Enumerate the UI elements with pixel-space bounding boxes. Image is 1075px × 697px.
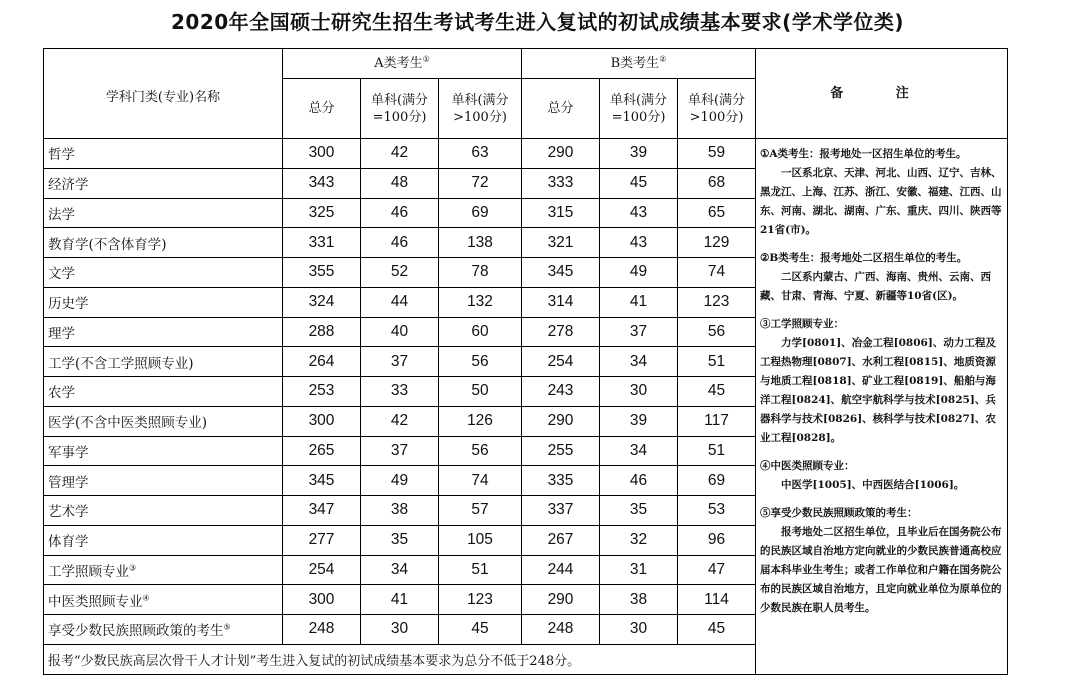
b-score-cell: 315 [522,198,600,228]
note-line: ⑤享受少数民族照顾政策的考生： [760,507,918,519]
b-score-cell: 69 [678,466,756,496]
b-score-cell: 335 [522,466,600,496]
a-score-cell: 37 [361,436,439,466]
b-score-cell: 59 [678,139,756,169]
a-score-cell: 56 [439,347,522,377]
a-score-cell: 44 [361,287,439,317]
note-line: ④中医类照顾专业： [760,460,855,472]
category-cell: 享受少数民族照顾政策的考生⑤ [44,615,283,645]
notes-header: 备 注 [756,49,1008,139]
a-score-cell: 38 [361,496,439,526]
note-line: ②B类考生：报考地处二区招生单位的考生。 [760,252,968,264]
b-score-cell: 31 [600,555,678,585]
a-score-cell: 264 [283,347,361,377]
category-cell: 军事学 [44,436,283,466]
a-score-cell: 46 [361,228,439,258]
b-score-cell: 96 [678,525,756,555]
b-score-cell: 39 [600,139,678,169]
a-score-cell: 324 [283,287,361,317]
a-score-cell: 72 [439,168,522,198]
a-score-cell: 51 [439,555,522,585]
b-score-cell: 34 [600,347,678,377]
a-score-cell: 41 [361,585,439,615]
table-row [44,139,1008,169]
a-total-header: 总分 [283,79,361,139]
b-score-cell: 51 [678,436,756,466]
a-score-cell: 48 [361,168,439,198]
a-score-cell: 331 [283,228,361,258]
note-line: 中医学[1005]、中西医结合[1006]。 [781,479,965,491]
a-score-cell: 288 [283,317,361,347]
note-line: 报考地处二区招生单位，且毕业后在国务院公布的民族区域自治地方定向就业的少数民族普通高校应届本科毕业生考生；或者工作单位和户籍在国务院公布的民族区域自治地方，且定向就业单位为原单位的少数民族在职人员考生。 [760,526,1002,614]
a-score-cell: 138 [439,228,522,258]
a-score-cell: 37 [361,347,439,377]
note-block [760,315,1003,448]
category-cell: 教育学(不含体育学) [44,228,283,258]
category-cell: 体育学 [44,525,283,555]
b-score-cell: 49 [600,258,678,288]
b-score-cell: 30 [600,377,678,407]
b-score-cell: 321 [522,228,600,258]
a-score-cell: 60 [439,317,522,347]
category-cell: 历史学 [44,287,283,317]
b-score-cell: 51 [678,347,756,377]
footer-note: 报考“少数民族高层次骨干人才计划”考生进入复试的初试成绩基本要求为总分不低于248分。 [44,644,756,674]
a-score-cell: 253 [283,377,361,407]
b-score-cell: 45 [600,168,678,198]
note-block [760,504,1003,618]
b-score-cell: 267 [522,525,600,555]
b-score-cell: 35 [600,496,678,526]
a-score-cell: 63 [439,139,522,169]
b-score-cell: 290 [522,406,600,436]
b-score-cell: 114 [678,585,756,615]
a-score-cell: 300 [283,139,361,169]
a-score-cell: 345 [283,466,361,496]
category-header: 学科门类(专业)名称 [44,49,283,139]
a-score-cell: 300 [283,585,361,615]
b-score-cell: 254 [522,347,600,377]
a-score-cell: 355 [283,258,361,288]
note-line: ①A类考生：报考地处一区招生单位的考生。 [760,148,967,160]
category-cell: 艺术学 [44,496,283,526]
category-cell: 医学(不含中医类照顾专业) [44,406,283,436]
category-cell: 经济学 [44,168,283,198]
b-score-cell: 337 [522,496,600,526]
notes-cell [756,139,1008,675]
a-singlegt100-header: 单科(满分 >100分) [439,79,522,139]
a-score-cell: 35 [361,525,439,555]
b-score-cell: 290 [522,139,600,169]
group-b-header: B类考生② [522,49,756,79]
b-singlegt100-header: 单科(满分 >100分) [678,79,756,139]
a-score-cell: 343 [283,168,361,198]
note-block [760,145,1003,240]
b-score-cell: 39 [600,406,678,436]
a-score-cell: 33 [361,377,439,407]
category-cell: 理学 [44,317,283,347]
note-block [760,249,1003,306]
b-score-cell: 43 [600,198,678,228]
b-score-cell: 65 [678,198,756,228]
b-score-cell: 45 [678,377,756,407]
category-cell: 文学 [44,258,283,288]
b-score-cell: 38 [600,585,678,615]
a-score-cell: 132 [439,287,522,317]
category-cell: 农学 [44,377,283,407]
a-score-cell: 42 [361,406,439,436]
b-score-cell: 243 [522,377,600,407]
b-score-cell: 43 [600,228,678,258]
a-score-cell: 50 [439,377,522,407]
b-score-cell: 47 [678,555,756,585]
a-score-cell: 248 [283,615,361,645]
a-score-cell: 74 [439,466,522,496]
b-score-cell: 117 [678,406,756,436]
b-score-cell: 45 [678,615,756,645]
a-single100-header: 单科(满分 =100分) [361,79,439,139]
b-score-cell: 30 [600,615,678,645]
category-cell: 哲学 [44,139,283,169]
a-score-cell: 277 [283,525,361,555]
category-cell: 工学(不含工学照顾专业) [44,347,283,377]
note-line: 一区系北京、天津、河北、山西、辽宁、吉林、黑龙江、上海、江苏、浙江、安徽、福建、江西、山东、河南、湖北、湖南、广东、重庆、四川、陕西等21省(市)。 [760,167,1002,236]
b-score-cell: 32 [600,525,678,555]
note-block [760,457,1003,495]
a-score-cell: 265 [283,436,361,466]
category-cell: 中医类照顾专业④ [44,585,283,615]
b-score-cell: 41 [600,287,678,317]
b-score-cell: 345 [522,258,600,288]
b-score-cell: 255 [522,436,600,466]
b-score-cell: 248 [522,615,600,645]
a-score-cell: 46 [361,198,439,228]
a-score-cell: 254 [283,555,361,585]
a-score-cell: 42 [361,139,439,169]
page-title: 2020年全国硕士研究生招生考试考生进入复试的初试成绩基本要求(学术学位类) [171,10,904,34]
a-score-cell: 347 [283,496,361,526]
category-cell: 法学 [44,198,283,228]
group-a-header: A类考生① [283,49,522,79]
a-score-cell: 49 [361,466,439,496]
b-score-cell: 290 [522,585,600,615]
b-score-cell: 37 [600,317,678,347]
b-score-cell: 74 [678,258,756,288]
b-single100-header: 单科(满分 =100分) [600,79,678,139]
a-score-cell: 78 [439,258,522,288]
score-table [43,48,1008,675]
a-score-cell: 325 [283,198,361,228]
b-score-cell: 333 [522,168,600,198]
a-score-cell: 126 [439,406,522,436]
b-score-cell: 278 [522,317,600,347]
category-cell: 工学照顾专业③ [44,555,283,585]
a-score-cell: 123 [439,585,522,615]
b-score-cell: 53 [678,496,756,526]
a-score-cell: 69 [439,198,522,228]
a-score-cell: 30 [361,615,439,645]
a-score-cell: 56 [439,436,522,466]
note-line: 力学[0801]、冶金工程[0806]、动力工程及工程热物理[0807]、水利工程[0815]、地质资源与地质工程[0818]、矿业工程[0819]、船舶与海洋工程[0824]、航空宇航科学与技术[0825]、兵器科学与技术[0826]、核科学与技术[0827]、农业工程[0828]。 [760,337,996,444]
a-score-cell: 52 [361,258,439,288]
a-score-cell: 45 [439,615,522,645]
b-score-cell: 129 [678,228,756,258]
b-score-cell: 34 [600,436,678,466]
b-total-header: 总分 [522,79,600,139]
b-score-cell: 46 [600,466,678,496]
a-score-cell: 34 [361,555,439,585]
a-score-cell: 57 [439,496,522,526]
a-score-cell: 300 [283,406,361,436]
b-score-cell: 123 [678,287,756,317]
b-score-cell: 244 [522,555,600,585]
note-line: ③工学照顾专业： [760,318,844,330]
b-score-cell: 314 [522,287,600,317]
note-line: 二区系内蒙古、广西、海南、贵州、云南、西藏、甘肃、青海、宁夏、新疆等10省(区)。 [760,271,991,302]
b-score-cell: 68 [678,168,756,198]
b-score-cell: 56 [678,317,756,347]
category-cell: 管理学 [44,466,283,496]
a-score-cell: 105 [439,525,522,555]
a-score-cell: 40 [361,317,439,347]
